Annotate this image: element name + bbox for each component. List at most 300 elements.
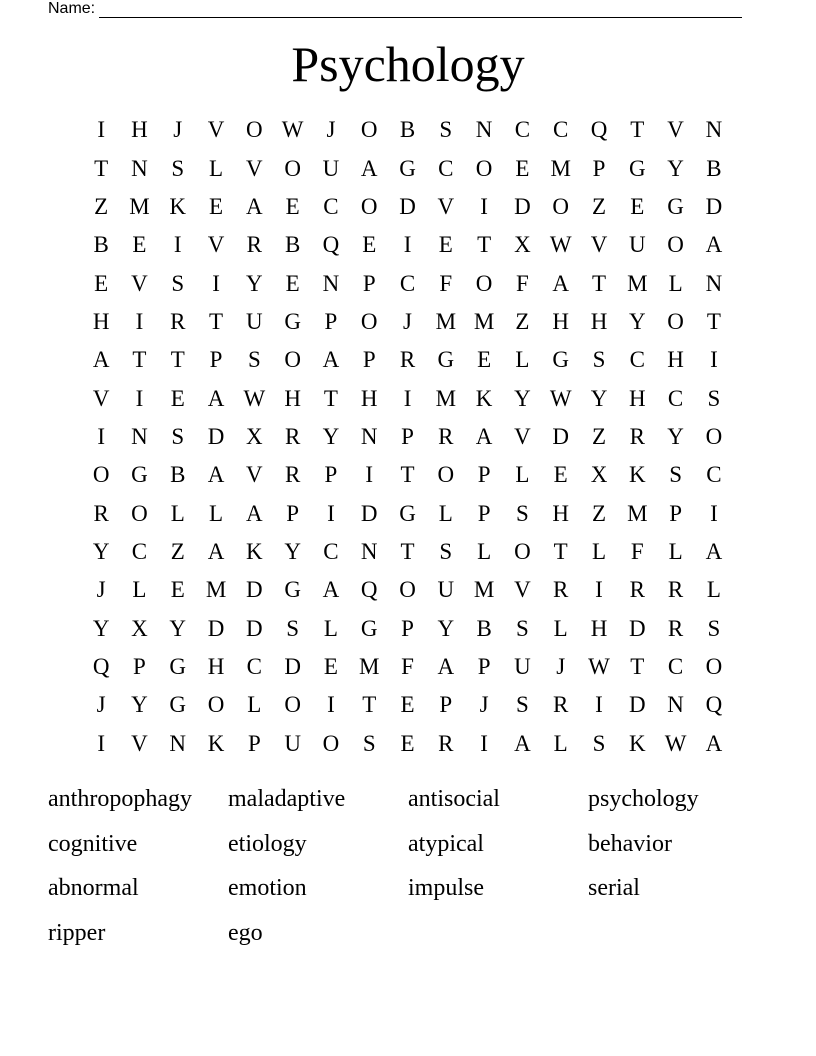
grid-letter: U bbox=[514, 653, 531, 679]
grid-letter: B bbox=[476, 615, 492, 641]
grid-letter: Z bbox=[591, 500, 607, 526]
grid-letter: C bbox=[323, 193, 339, 219]
grid-letter: N bbox=[705, 270, 723, 296]
grid-letter: S bbox=[439, 117, 453, 143]
grid-letter: K bbox=[207, 730, 225, 756]
grid-letter: G bbox=[667, 193, 684, 219]
grid-letter: R bbox=[629, 577, 645, 603]
grid-letter: P bbox=[247, 730, 261, 756]
grid-letter: C bbox=[667, 653, 684, 679]
grid-letter: M bbox=[473, 308, 495, 334]
grid-row bbox=[82, 188, 734, 226]
grid-letter: X bbox=[514, 232, 531, 258]
grid-letter: G bbox=[360, 615, 378, 641]
grid-letter: E bbox=[630, 193, 645, 219]
word-list-item: emotion bbox=[228, 875, 307, 902]
grid-letter: Y bbox=[246, 270, 263, 296]
grid-row bbox=[82, 341, 734, 379]
grid-letter: L bbox=[591, 538, 607, 564]
grid-letter: R bbox=[93, 500, 109, 526]
grid-letter: P bbox=[669, 500, 682, 526]
grid-letter: H bbox=[628, 385, 646, 411]
grid-letter: Y bbox=[131, 692, 148, 718]
grid-letter: O bbox=[322, 730, 340, 756]
grid-letter: E bbox=[132, 232, 147, 258]
grid-letter: I bbox=[480, 730, 488, 756]
grid-letter: N bbox=[169, 730, 187, 756]
grid-letter: A bbox=[552, 270, 570, 296]
grid-letter: N bbox=[475, 117, 493, 143]
grid-letter: A bbox=[246, 193, 263, 219]
grid-letter: H bbox=[360, 385, 378, 411]
grid-letter: P bbox=[324, 308, 338, 334]
grid-letter: E bbox=[170, 385, 185, 411]
grid-letter: L bbox=[706, 577, 721, 603]
word-list-item: atypical bbox=[408, 830, 484, 857]
grid-letter: C bbox=[514, 117, 531, 143]
grid-letter: M bbox=[473, 577, 495, 603]
grid-letter: H bbox=[590, 308, 608, 334]
grid-row bbox=[82, 418, 734, 456]
grid-letter: C bbox=[629, 347, 645, 373]
grid-letter: W bbox=[588, 653, 610, 679]
grid-letter: D bbox=[628, 692, 646, 718]
grid-letter: L bbox=[438, 500, 453, 526]
grid-row bbox=[82, 111, 734, 149]
grid-row bbox=[82, 379, 734, 417]
grid-letter: Y bbox=[322, 423, 340, 449]
grid-letter: R bbox=[553, 577, 569, 603]
grid-letter: G bbox=[552, 347, 570, 373]
grid-letter: G bbox=[284, 308, 301, 334]
grid-letter: J bbox=[556, 653, 566, 679]
grid-letter: R bbox=[399, 347, 416, 373]
grid-letter: V bbox=[667, 117, 684, 143]
grid-letter: M bbox=[435, 308, 457, 334]
grid-letter: I bbox=[327, 692, 335, 718]
grid-letter: J bbox=[403, 308, 412, 334]
grid-letter: I bbox=[480, 193, 488, 219]
grid-letter: Q bbox=[360, 577, 378, 603]
grid-row bbox=[82, 533, 734, 571]
grid-letter: S bbox=[516, 692, 529, 718]
grid-letter: I bbox=[327, 500, 335, 526]
grid-letter: E bbox=[477, 347, 492, 373]
word-list-item: ego bbox=[228, 919, 263, 946]
grid-letter: Z bbox=[170, 538, 185, 564]
grid-letter: I bbox=[595, 692, 603, 718]
grid-letter: T bbox=[209, 308, 224, 334]
grid-letter: C bbox=[438, 155, 454, 181]
grid-letter: O bbox=[705, 423, 723, 449]
grid-letter: I bbox=[365, 462, 374, 488]
grid-letter: S bbox=[171, 270, 185, 296]
grid-letter: S bbox=[362, 730, 376, 756]
grid-letter: I bbox=[403, 232, 412, 258]
grid-letter: Y bbox=[284, 538, 301, 564]
grid-letter: P bbox=[209, 347, 223, 373]
grid-row bbox=[82, 609, 734, 647]
word-list-item: cognitive bbox=[48, 830, 138, 857]
grid-letter: R bbox=[438, 730, 454, 756]
grid-letter: I bbox=[212, 270, 220, 296]
grid-letter: F bbox=[516, 270, 529, 296]
grid-letter: P bbox=[477, 500, 491, 526]
grid-row bbox=[82, 264, 734, 302]
grid-letter: O bbox=[705, 653, 723, 679]
grid-letter: Y bbox=[92, 615, 110, 641]
grid-row bbox=[82, 725, 734, 763]
grid-letter: D bbox=[628, 615, 646, 641]
grid-letter: E bbox=[515, 155, 530, 181]
grid-letter: S bbox=[439, 538, 453, 564]
grid-letter: R bbox=[246, 232, 262, 258]
grid-letter: F bbox=[401, 653, 414, 679]
grid-letter: O bbox=[475, 270, 493, 296]
grid-letter: V bbox=[131, 270, 148, 296]
grid-letter: T bbox=[706, 308, 721, 334]
grid-letter: B bbox=[399, 117, 416, 143]
word-list-item: behavior bbox=[588, 830, 672, 857]
grid-letter: A bbox=[437, 653, 455, 679]
grid-letter: M bbox=[550, 155, 571, 181]
grid-letter: K bbox=[246, 538, 263, 564]
grid-letter: N bbox=[322, 270, 340, 296]
page-title: Psychology bbox=[291, 36, 525, 92]
grid-letter: C bbox=[706, 462, 722, 488]
grid-letter: N bbox=[705, 117, 723, 143]
grid-letter: K bbox=[475, 385, 493, 411]
grid-letter: E bbox=[209, 193, 224, 219]
grid-letter: M bbox=[627, 270, 648, 296]
grid-letter: V bbox=[246, 462, 263, 488]
grid-letter: P bbox=[286, 500, 300, 526]
grid-letter: S bbox=[707, 615, 721, 641]
grid-letter: U bbox=[246, 308, 263, 334]
grid-letter: K bbox=[628, 730, 646, 756]
grid-row bbox=[82, 149, 734, 187]
grid-letter: A bbox=[207, 462, 225, 488]
grid-letter: P bbox=[477, 462, 491, 488]
grid-letter: E bbox=[400, 692, 415, 718]
name-field bbox=[48, 0, 742, 18]
grid-row bbox=[82, 571, 734, 609]
grid-letter: I bbox=[97, 423, 105, 449]
grid-letter: H bbox=[131, 117, 148, 143]
grid-letter: Z bbox=[94, 193, 109, 219]
grid-letter: H bbox=[552, 308, 570, 334]
grid-letter: P bbox=[362, 347, 376, 373]
grid-letter: R bbox=[284, 423, 301, 449]
grid-letter: I bbox=[173, 232, 182, 258]
grid-letter: S bbox=[707, 385, 721, 411]
grid-letter: V bbox=[590, 232, 608, 258]
grid-letter: J bbox=[479, 692, 489, 718]
word-list-item: etiology bbox=[228, 830, 307, 857]
grid-letter: L bbox=[477, 538, 492, 564]
grid-letter: Y bbox=[437, 615, 455, 641]
grid-letter: M bbox=[435, 385, 457, 411]
grid-letter: L bbox=[209, 500, 224, 526]
grid-letter: O bbox=[667, 232, 684, 258]
grid-letter: J bbox=[173, 117, 183, 143]
grid-letter: D bbox=[360, 500, 378, 526]
grid-letter: V bbox=[437, 193, 455, 219]
grid-letter: U bbox=[437, 577, 455, 603]
grid-letter: R bbox=[629, 423, 645, 449]
grid-letter: D bbox=[246, 615, 263, 641]
grid-letter: C bbox=[246, 653, 262, 679]
grid-letter: H bbox=[552, 500, 570, 526]
grid-letter: W bbox=[549, 385, 572, 411]
grid-letter: O bbox=[667, 308, 684, 334]
grid-letter: P bbox=[592, 155, 606, 181]
grid-letter: L bbox=[209, 155, 224, 181]
grid-letter: I bbox=[403, 385, 412, 411]
grid-letter: O bbox=[131, 500, 148, 526]
grid-letter: H bbox=[590, 615, 608, 641]
grid-letter: L bbox=[668, 538, 683, 564]
grid-letter: D bbox=[552, 423, 570, 449]
grid-letter: S bbox=[516, 500, 529, 526]
word-search-grid bbox=[82, 111, 734, 763]
grid-letter: D bbox=[207, 615, 225, 641]
grid-letter: N bbox=[131, 423, 148, 449]
grid-letter: H bbox=[284, 385, 301, 411]
word-list-item: ripper bbox=[48, 919, 106, 946]
grid-letter: O bbox=[552, 193, 570, 219]
grid-letter: Y bbox=[514, 385, 531, 411]
word-list-item: antisocial bbox=[408, 786, 500, 812]
grid-row bbox=[82, 456, 734, 494]
grid-letter: V bbox=[246, 155, 263, 181]
grid-letter: T bbox=[362, 692, 377, 718]
grid-letter: Y bbox=[667, 423, 684, 449]
grid-letter: W bbox=[281, 117, 304, 143]
grid-letter: P bbox=[477, 653, 491, 679]
grid-letter: Y bbox=[92, 538, 110, 564]
grid-letter: C bbox=[323, 538, 339, 564]
grid-letter: A bbox=[360, 155, 378, 181]
grid-letter: B bbox=[93, 232, 109, 258]
grid-letter: Y bbox=[667, 155, 684, 181]
grid-letter: T bbox=[400, 538, 415, 564]
grid-letter: T bbox=[591, 270, 607, 296]
grid-letter: U bbox=[628, 232, 646, 258]
grid-letter: Q bbox=[92, 653, 110, 679]
grid-letter: V bbox=[131, 730, 148, 756]
grid-letter: T bbox=[553, 538, 568, 564]
grid-letter: D bbox=[514, 193, 531, 219]
grid-letter: E bbox=[400, 730, 415, 756]
grid-letter: L bbox=[553, 615, 568, 641]
grid-letter: M bbox=[129, 193, 150, 219]
grid-letter: A bbox=[514, 730, 531, 756]
grid-letter: O bbox=[207, 692, 225, 718]
grid-letter: V bbox=[207, 117, 225, 143]
grid-letter: D bbox=[246, 577, 263, 603]
word-list-item: psychology bbox=[588, 786, 699, 812]
grid-letter: O bbox=[284, 155, 301, 181]
grid-letter: A bbox=[92, 347, 110, 373]
word-list-item: serial bbox=[588, 875, 640, 902]
grid-letter: F bbox=[630, 538, 644, 564]
grid-letter: M bbox=[205, 577, 227, 603]
grid-letter: O bbox=[399, 577, 416, 603]
grid-row bbox=[82, 303, 734, 341]
grid-letter: G bbox=[169, 692, 187, 718]
grid-letter: P bbox=[133, 653, 146, 679]
grid-letter: O bbox=[284, 692, 301, 718]
word-list-item: abnormal bbox=[48, 875, 139, 902]
grid-row bbox=[82, 686, 734, 724]
grid-letter: W bbox=[664, 730, 687, 756]
grid-letter: P bbox=[401, 423, 414, 449]
grid-letter: O bbox=[360, 308, 378, 334]
grid-letter: A bbox=[207, 385, 225, 411]
grid-letter: Y bbox=[169, 615, 187, 641]
word-list-item: maladaptive bbox=[228, 786, 346, 812]
grid-letter: K bbox=[628, 462, 646, 488]
grid-letter: X bbox=[246, 423, 263, 449]
grid-letter: C bbox=[553, 117, 569, 143]
grid-letter: I bbox=[97, 117, 105, 143]
grid-letter: L bbox=[515, 462, 530, 488]
grid-letter: E bbox=[285, 193, 300, 219]
grid-letter: R bbox=[667, 577, 684, 603]
grid-letter: T bbox=[477, 232, 492, 258]
grid-letter: V bbox=[92, 385, 110, 411]
grid-letter: S bbox=[171, 155, 185, 181]
grid-letter: P bbox=[401, 615, 414, 641]
grid-letter: T bbox=[323, 385, 338, 411]
grid-letter: B bbox=[284, 232, 301, 258]
grid-letter: Y bbox=[628, 308, 646, 334]
grid-letter: M bbox=[627, 500, 648, 526]
grid-letter: R bbox=[284, 462, 301, 488]
name-label: Name: bbox=[48, 0, 96, 17]
grid-letter: R bbox=[170, 308, 186, 334]
grid-letter: S bbox=[247, 347, 261, 373]
grid-letter: N bbox=[360, 538, 378, 564]
grid-letter: L bbox=[170, 500, 185, 526]
grid-letter: Q bbox=[590, 117, 608, 143]
grid-letter: I bbox=[97, 730, 105, 756]
grid-letter: D bbox=[705, 193, 723, 219]
grid-letter: V bbox=[207, 232, 225, 258]
grid-letter: E bbox=[170, 577, 185, 603]
grid-letter: O bbox=[360, 193, 378, 219]
grid-letter: L bbox=[132, 577, 147, 603]
grid-letter: X bbox=[131, 615, 148, 641]
grid-letter: Q bbox=[705, 692, 723, 718]
grid-letter: O bbox=[360, 117, 378, 143]
grid-letter: D bbox=[207, 423, 225, 449]
grid-letter: O bbox=[92, 462, 110, 488]
grid-letter: B bbox=[706, 155, 722, 181]
grid-letter: G bbox=[437, 347, 455, 373]
grid-letter: P bbox=[324, 462, 338, 488]
grid-letter: B bbox=[170, 462, 186, 488]
grid-letter: I bbox=[710, 347, 718, 373]
grid-letter: D bbox=[284, 653, 301, 679]
grid-letter: O bbox=[437, 462, 455, 488]
grid-letter: E bbox=[362, 232, 377, 258]
grid-letter: U bbox=[284, 730, 301, 756]
grid-letter: L bbox=[553, 730, 568, 756]
grid-letter: O bbox=[284, 347, 301, 373]
grid-letter: E bbox=[323, 653, 338, 679]
name-underline bbox=[99, 3, 742, 18]
grid-letter: J bbox=[326, 117, 336, 143]
grid-letter: P bbox=[439, 692, 453, 718]
grid-letter: R bbox=[553, 692, 569, 718]
grid-letter: R bbox=[667, 615, 684, 641]
grid-letter: S bbox=[171, 423, 185, 449]
grid-letter: H bbox=[667, 347, 684, 373]
grid-letter: G bbox=[399, 500, 416, 526]
grid-letter: N bbox=[667, 692, 684, 718]
grid-letter: A bbox=[475, 423, 493, 449]
grid-letter: F bbox=[439, 270, 453, 296]
grid-row bbox=[82, 226, 734, 264]
grid-letter: G bbox=[131, 462, 148, 488]
grid-letter: T bbox=[630, 653, 645, 679]
grid-letter: O bbox=[475, 155, 493, 181]
grid-letter: Y bbox=[590, 385, 608, 411]
grid-letter: I bbox=[595, 577, 603, 603]
grid-letter: T bbox=[132, 347, 147, 373]
grid-letter: D bbox=[399, 193, 416, 219]
grid-letter: S bbox=[669, 462, 682, 488]
grid-letter: Z bbox=[591, 423, 607, 449]
grid-row bbox=[82, 494, 734, 532]
grid-letter: J bbox=[96, 577, 106, 603]
grid-letter: Z bbox=[591, 193, 607, 219]
grid-letter: R bbox=[438, 423, 454, 449]
grid-letter: U bbox=[322, 155, 340, 181]
grid-row bbox=[82, 648, 734, 686]
grid-letter: T bbox=[400, 462, 415, 488]
grid-letter: L bbox=[247, 692, 262, 718]
grid-letter: I bbox=[710, 500, 718, 526]
grid-letter: A bbox=[246, 500, 263, 526]
grid-letter: G bbox=[628, 155, 646, 181]
grid-letter: I bbox=[135, 308, 144, 334]
grid-letter: C bbox=[131, 538, 148, 564]
grid-letter: G bbox=[169, 653, 187, 679]
grid-letter: E bbox=[94, 270, 109, 296]
grid-letter: M bbox=[359, 653, 380, 679]
grid-letter: S bbox=[286, 615, 300, 641]
grid-letter: G bbox=[399, 155, 416, 181]
grid-letter: A bbox=[705, 538, 723, 564]
grid-letter: P bbox=[362, 270, 376, 296]
grid-letter: W bbox=[549, 232, 572, 258]
grid-letter: I bbox=[135, 385, 144, 411]
grid-letter: A bbox=[207, 538, 225, 564]
grid-letter: A bbox=[322, 347, 340, 373]
grid-letter: H bbox=[92, 308, 110, 334]
grid-letter: T bbox=[630, 117, 645, 143]
grid-letter: O bbox=[246, 117, 263, 143]
grid-letter: O bbox=[514, 538, 531, 564]
grid-letter: T bbox=[170, 347, 185, 373]
grid-letter: S bbox=[592, 730, 606, 756]
grid-letter: S bbox=[516, 615, 529, 641]
grid-letter: G bbox=[284, 577, 301, 603]
grid-letter: W bbox=[243, 385, 266, 411]
